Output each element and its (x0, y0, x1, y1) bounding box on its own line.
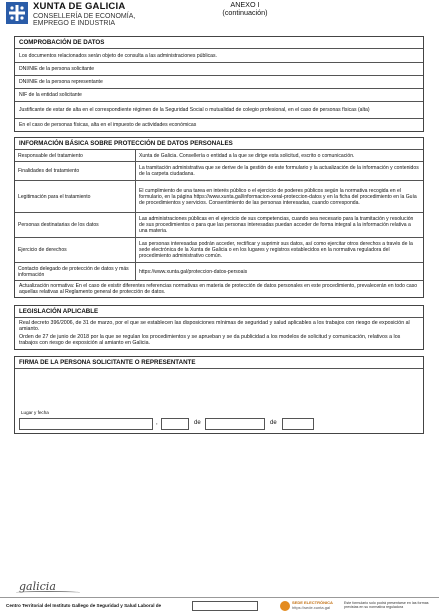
annex-heading (190, 1, 300, 17)
proteccion-row (15, 180, 423, 212)
de-separator-2: de (270, 420, 277, 426)
comprobacion-section (14, 36, 424, 132)
proteccion-row (15, 262, 423, 280)
year-input[interactable] (282, 418, 314, 430)
sede-electronica-icon (280, 601, 290, 611)
proteccion-value: La tramitación administrativa que se derive de la gestión de este formulario y la actualización de la información y contenidos de la carpeta ciudadana. (139, 165, 419, 177)
proteccion-label: Legitimación para el tratamiento (15, 181, 136, 212)
comprobacion-row: En el caso de personas físicas, alta en el impuesto de actividades económicas (15, 118, 423, 131)
sede-url: https://sede.xunta.gal (292, 604, 331, 610)
sede-title: SEDE ELECTRÓNICA (292, 600, 333, 605)
legislacion-section (14, 305, 424, 350)
proteccion-row (15, 212, 423, 237)
proteccion-label: Finalidades del tratamiento (15, 162, 136, 180)
xunta-cross-icon (8, 4, 26, 22)
footer-divider (0, 597, 439, 598)
legislacion-paragraph: Orden de 27 de junio de 2018 por la que se regulan los procedimientos y se aprueban y se da publicidad a los modelos de solicitud y comunicación, relativos a los trabajos con riesgo de exposición al amianto en Galicia. (19, 334, 401, 347)
place-input[interactable] (19, 418, 153, 430)
annex-title: ANEXO I (230, 0, 260, 9)
xunta-logo (6, 2, 28, 24)
org-name: XUNTA DE GALICIA (33, 1, 126, 12)
place-date-label: Lugar y fecha (21, 410, 49, 415)
sede-note: Este formulario solo podrá presentarse en las formas previstas en su normativa reguladora (344, 601, 429, 610)
department-line-2: EMPREGO E INDUSTRIA (33, 20, 116, 28)
comma-separator: , (156, 420, 158, 426)
legislacion-title: LEGISLACIÓN APLICABLE (15, 306, 423, 318)
proteccion-row (15, 237, 423, 262)
proteccion-label: Responsable del tratamiento (15, 150, 136, 161)
proteccion-title: INFORMACIÓN BÁSICA SOBRE PROTECCIÓN DE DATOS PERSONALES (19, 140, 233, 147)
proteccion-value: Las personas interesadas podrán acceder, rectificar y suprimir sus datos, así como ejercitar otros derechos a través de la sede electrónica de la Xunta de Galicia o en los lugares y registros establecidos en la normativa reguladora del procedimiento administrativo común. (139, 241, 413, 259)
proteccion-label: Ejercicio de derechos (15, 238, 136, 262)
comprobacion-row: DNI/NIE de la persona solicitante (15, 62, 423, 75)
comprobacion-row: NIF de la entidad solicitante (15, 88, 423, 101)
proteccion-value: El cumplimiento de una tarea en interés público o el ejercicio de poderes públicos según la normativa recogida en el formulario, en la página https://www.xunta.gal/informacion-xeral-proteccion-datos y en la ficha del procedimiento en la Guía de procedimientos y servicios. Consentimiento de las personas interesadas, cuando corresponda. (139, 187, 417, 206)
department-line-1: CONSELLERÍA DE ECONOMÍA, (33, 13, 136, 20)
proteccion-label: Personas destinatarias de los datos (15, 213, 136, 237)
proteccion-row (15, 161, 423, 180)
proteccion-label: Contacto delegado de protección de datos y más información (15, 263, 136, 280)
day-input[interactable] (161, 418, 189, 430)
firma-title: FIRMA DE LA PERSONA SOLICITANTE O REPRESENTANTE (15, 357, 423, 369)
proteccion-update-note: Actualización normativa: En el caso de existir diferentes referencias normativas en materia de protección de datos personales en este procedimiento, prevalecerán en todo caso aquellas relativas al Reglamento general de protección de datos. (15, 280, 423, 297)
proteccion-section (14, 137, 424, 298)
centre-input[interactable] (192, 601, 258, 611)
comprobacion-row: Los documentos relacionados serán objeto de consulta a las administraciones públicas. (15, 48, 423, 62)
month-input[interactable] (205, 418, 265, 430)
comprobacion-title: COMPROBACIÓN DE DATOS (19, 39, 105, 46)
proteccion-row (15, 149, 423, 161)
de-separator-1: de (194, 420, 201, 426)
proteccion-value: Las administraciones públicas en el ejercicio de sus competencias, cuando sea necesario para la tramitación y resolución de sus procedimientos o para que las personas interesadas puedan acceder de forma integral a la información relativa a una materia. (139, 216, 414, 234)
annex-subtitle: (continuación) (222, 8, 268, 18)
centre-territorial-text: Centro Territorial del Instituto Gallego de Seguridad y Salud Laboral de (6, 603, 162, 608)
galicia-logo-swoosh (16, 591, 80, 594)
legislacion-paragraph: Real decreto 396/2006, de 31 de marzo, por el que se establecen las disposiciones mínimas de seguridad y salud aplicables a los trabajos con riesgo de exposición al amianto. (19, 320, 410, 333)
firma-section (14, 356, 424, 434)
comprobacion-row: DNI/NIE de la persona representante (15, 75, 423, 88)
sede-electronica-label[interactable] (292, 601, 333, 610)
proteccion-value: Xunta de Galicia. Consellería o entidad a la que se dirige esta solicitud, escrito o comunicación. (139, 152, 355, 159)
department-name (33, 13, 135, 27)
galicia-logo: galicia (19, 580, 56, 593)
proteccion-value[interactable]: https://www.xunta.gal/proteccion-datos-persoais (139, 268, 248, 275)
comprobacion-row: Justificante de estar de alta en el correspondiente régimen de la Seguridad Social o mutualidad de colegio profesional, en el caso de personas físicas (alta) (15, 101, 423, 118)
